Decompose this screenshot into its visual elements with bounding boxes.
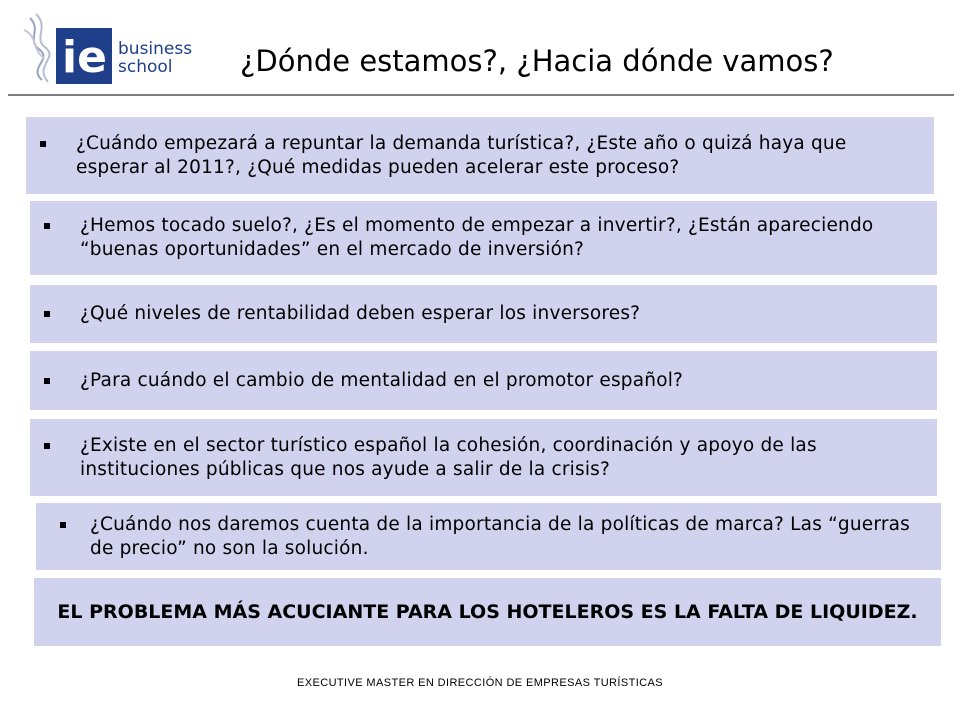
bullet-square-icon <box>44 311 50 317</box>
bullet-item <box>44 369 683 393</box>
bullet-item <box>44 302 640 326</box>
logo-graphic <box>22 10 192 90</box>
question-box <box>30 419 937 496</box>
bullet-item <box>60 513 931 561</box>
bullet-square-icon <box>60 522 66 528</box>
question-text: ¿Existe en el sector turístico español la cohesión, coordinación y apoyo de las instituciones públicas que nos ayude a salir de la crisis? <box>80 434 817 480</box>
bullet-item <box>44 434 927 482</box>
title-divider <box>8 94 954 96</box>
question-text: ¿Cuándo empezará a repuntar la demanda turística?, ¿Este año o quizá haya que esperar al 2011?, ¿Qué medidas pueden acelerar este proceso? <box>76 132 847 178</box>
bullet-square-icon <box>44 223 50 229</box>
bullet-item <box>40 132 924 180</box>
svg-text:business: business <box>118 39 192 59</box>
question-box <box>26 117 934 194</box>
page-title: ¿Dónde estamos?, ¿Hacia dónde vamos? <box>240 44 834 78</box>
bullet-item <box>44 214 927 262</box>
question-box <box>30 285 937 343</box>
question-text: ¿Cuándo nos daremos cuenta de la importancia de la políticas de marca? Las “guerras de precio” no son la solución. <box>90 513 911 559</box>
bullet-square-icon <box>44 443 50 449</box>
footer-program-name: EXECUTIVE MASTER EN DIRECCIÓN DE EMPRESAS TURÍSTICAS <box>297 677 663 689</box>
conclusion-text: EL PROBLEMA MÁS ACUCIANTE PARA LOS HOTELEROS ES LA FALTA DE LIQUIDEZ. <box>57 601 918 623</box>
svg-text:ie: ie <box>62 32 107 83</box>
question-text: ¿Qué niveles de rentabilidad deben esperar los inversores? <box>80 303 641 324</box>
bullet-square-icon <box>44 378 50 384</box>
conclusion-box <box>34 578 941 646</box>
svg-text:school: school <box>118 57 173 77</box>
question-box <box>30 201 937 275</box>
question-box <box>36 503 941 570</box>
bullet-square-icon <box>40 141 46 147</box>
ie-business-school-logo <box>22 10 192 90</box>
question-text: ¿Hemos tocado suelo?, ¿Es el momento de empezar a invertir?, ¿Están apareciendo “buenas oportunidades” en el mercado de inversión? <box>80 215 874 260</box>
question-text: ¿Para cuándo el cambio de mentalidad en el promotor español? <box>80 369 684 391</box>
question-box <box>30 351 937 410</box>
